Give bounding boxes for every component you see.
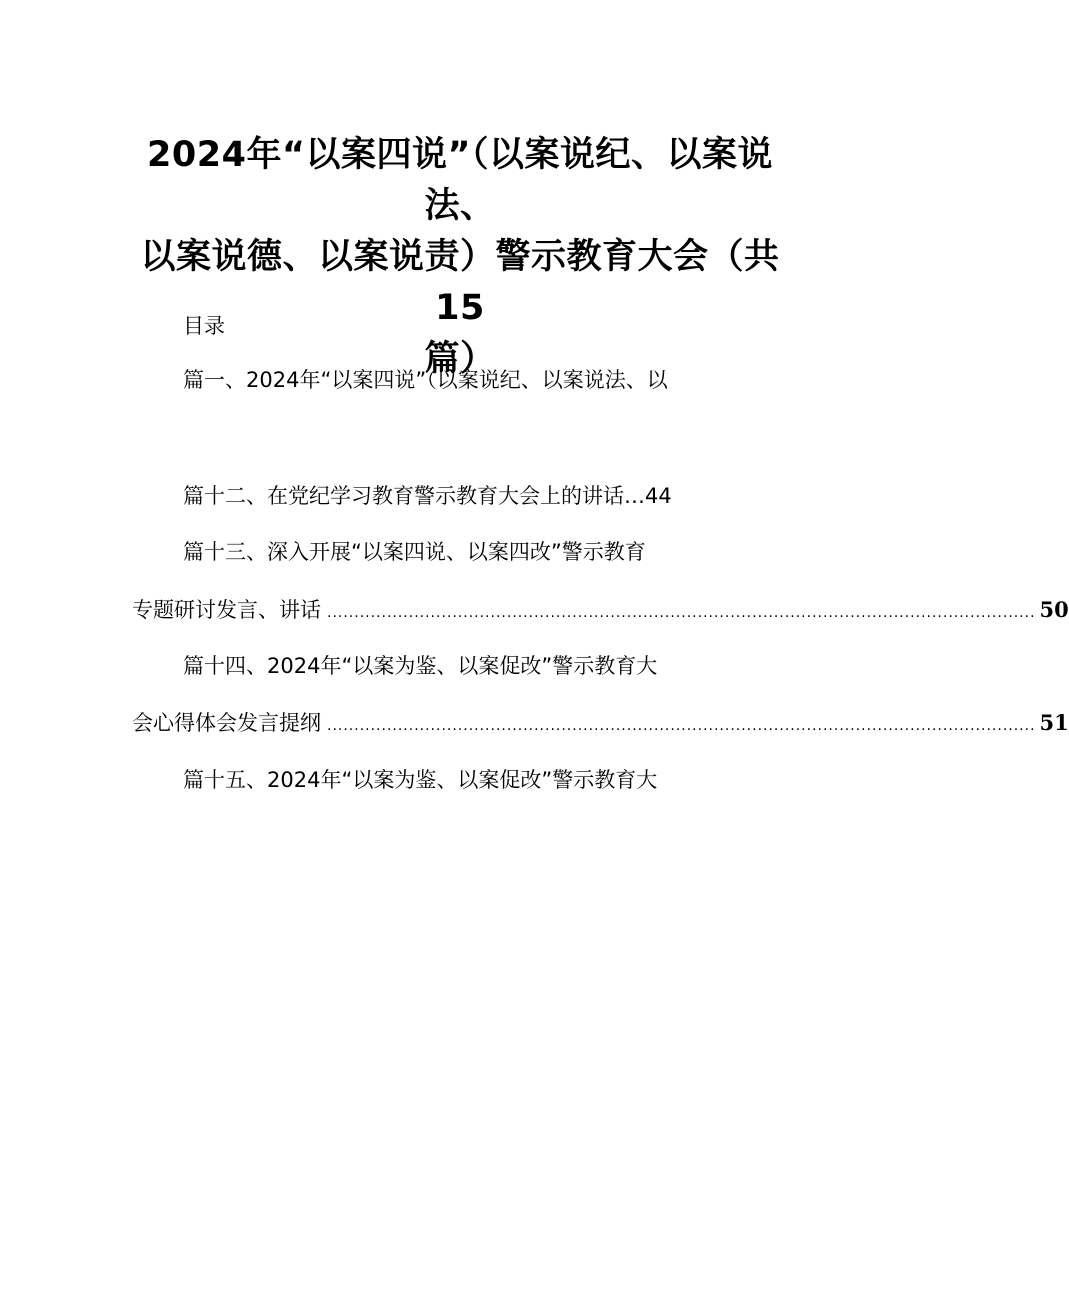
toc-entry-14-line-2[interactable] xyxy=(132,709,1069,740)
toc-entry-1[interactable]: 篇一、2024年“以案四说”（以案说纪、以案说法、以 xyxy=(183,368,668,392)
toc-entry-13-text: 专题研讨发言、讲话 xyxy=(132,598,321,622)
toc-entry-14-text: 会心得体会发言提纲 xyxy=(132,711,321,735)
title-line-3: 篇） xyxy=(424,339,496,379)
toc-entry-13-line-2[interactable] xyxy=(132,596,1069,627)
toc-entry-12[interactable]: 篇十二、在党纪学习教育警示教育大会上的讲话…44 xyxy=(183,484,672,508)
toc-entry-14-page-number: 51 xyxy=(1039,710,1069,735)
document-title xyxy=(118,130,802,385)
toc-heading: 目录 xyxy=(183,314,225,338)
dot-leader: .................................................................................................................................. xyxy=(327,605,1036,621)
dot-leader: .................................................................................................................................. xyxy=(327,718,1036,734)
title-line-1: 2024年“以案四说”（以案说纪、以案说法、 xyxy=(147,135,773,226)
title-line-2: 以案说德、以案说责）警示教育大会（共15 xyxy=(140,237,780,328)
toc-entry-13-line-1[interactable]: 篇十三、深入开展“以案四说、以案四改”警示教育 xyxy=(183,540,646,564)
toc-entry-13-page-number: 50 xyxy=(1039,597,1069,622)
toc-entry-15[interactable]: 篇十五、2024年“以案为鉴、以案促改”警示教育大 xyxy=(183,768,658,792)
toc-entry-14-line-1[interactable]: 篇十四、2024年“以案为鉴、以案促改”警示教育大 xyxy=(183,654,658,678)
